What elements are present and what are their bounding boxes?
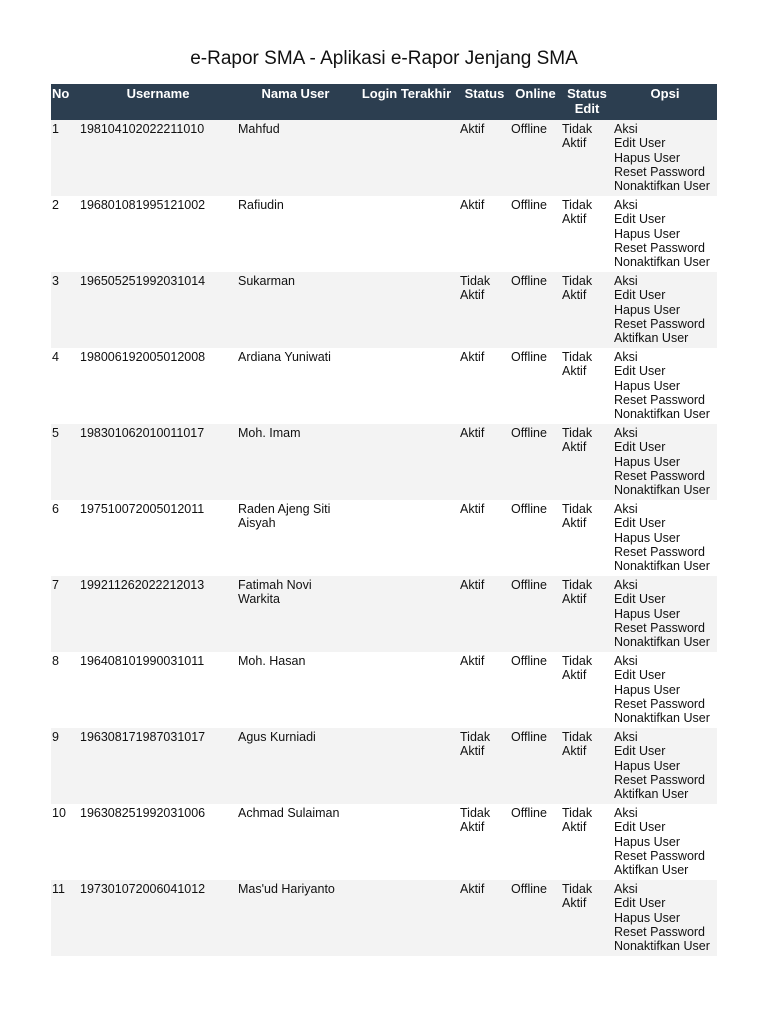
cell-status: Tidak Aktif	[459, 272, 510, 348]
cell-nama-user: Achmad Sulaiman	[237, 804, 354, 880]
cell-online: Offline	[510, 196, 561, 272]
cell-no: 11	[51, 880, 79, 956]
opsi-toggle-user[interactable]: Nonaktifkan User	[614, 559, 710, 574]
opsi-aksi: Aksi	[614, 426, 638, 440]
cell-opsi	[613, 196, 717, 272]
table-body	[51, 120, 717, 956]
opsi-toggle-user[interactable]: Aktifkan User	[614, 787, 689, 802]
cell-opsi	[613, 120, 717, 196]
opsi-reset-password[interactable]: Reset Password	[614, 696, 706, 711]
cell-nama-user: Rafiudin	[237, 196, 354, 272]
cell-status: Tidak Aktif	[459, 728, 510, 804]
cell-username: 196505251992031014	[79, 272, 237, 348]
cell-status: Aktif	[459, 880, 510, 956]
cell-login-terakhir	[354, 880, 459, 956]
cell-online: Offline	[510, 576, 561, 652]
table-row	[51, 500, 717, 576]
cell-no: 10	[51, 804, 79, 880]
opsi-toggle-user[interactable]: Aktifkan User	[614, 863, 689, 878]
cell-username: 197301072006041012	[79, 880, 237, 956]
cell-online: Offline	[510, 424, 561, 500]
cell-login-terakhir	[354, 120, 459, 196]
cell-status-edit: Tidak Aktif	[561, 652, 613, 728]
cell-status: Aktif	[459, 196, 510, 272]
cell-username: 199211262022212013	[79, 576, 237, 652]
cell-opsi	[613, 424, 717, 500]
opsi-aksi: Aksi	[614, 350, 638, 364]
cell-status-edit: Tidak Aktif	[561, 120, 613, 196]
cell-no: 7	[51, 576, 79, 652]
opsi-edit-user[interactable]: Edit User	[614, 440, 666, 455]
opsi-hapus-user[interactable]: Hapus User	[614, 150, 680, 165]
opsi-edit-user[interactable]: Edit User	[614, 744, 666, 759]
cell-username: 198301062010011017	[79, 424, 237, 500]
opsi-hapus-user[interactable]: Hapus User	[614, 758, 680, 773]
cell-online: Offline	[510, 804, 561, 880]
opsi-toggle-user[interactable]: Aktifkan User	[614, 331, 689, 346]
cell-online: Offline	[510, 500, 561, 576]
opsi-reset-password[interactable]: Reset Password	[614, 544, 706, 559]
opsi-hapus-user[interactable]: Hapus User	[614, 378, 680, 393]
cell-opsi	[613, 652, 717, 728]
header-username[interactable]: Username	[79, 84, 237, 120]
opsi-edit-user[interactable]: Edit User	[614, 516, 666, 531]
page-title: e-Rapor SMA - Aplikasi e-Rapor Jenjang SMA	[190, 48, 578, 69]
opsi-edit-user[interactable]: Edit User	[614, 896, 666, 911]
opsi-hapus-user[interactable]: Hapus User	[614, 530, 680, 545]
opsi-reset-password[interactable]: Reset Password	[614, 392, 706, 407]
cell-no: 6	[51, 500, 79, 576]
cell-nama-user: Moh. Hasan	[237, 652, 354, 728]
table-row	[51, 120, 717, 196]
opsi-reset-password[interactable]: Reset Password	[614, 316, 706, 331]
header-no[interactable]: No	[51, 84, 79, 120]
cell-online: Offline	[510, 880, 561, 956]
header-status[interactable]: Status	[459, 84, 510, 120]
cell-login-terakhir	[354, 804, 459, 880]
opsi-reset-password[interactable]: Reset Password	[614, 848, 706, 863]
opsi-toggle-user[interactable]: Nonaktifkan User	[614, 255, 710, 270]
cell-opsi	[613, 348, 717, 424]
cell-login-terakhir	[354, 576, 459, 652]
cell-nama-user: Mahfud	[237, 120, 354, 196]
cell-online: Offline	[510, 120, 561, 196]
users-table	[51, 84, 717, 956]
table-row	[51, 804, 717, 880]
table-row	[51, 576, 717, 652]
cell-no: 4	[51, 348, 79, 424]
cell-nama-user: Raden Ajeng Siti Aisyah	[237, 500, 354, 576]
table-row	[51, 652, 717, 728]
cell-no: 9	[51, 728, 79, 804]
opsi-aksi: Aksi	[614, 198, 638, 212]
opsi-reset-password[interactable]: Reset Password	[614, 620, 706, 635]
header-nama-user[interactable]: Nama User	[237, 84, 354, 120]
table-row	[51, 272, 717, 348]
opsi-aksi: Aksi	[614, 122, 638, 136]
opsi-aksi: Aksi	[614, 274, 638, 288]
table-row	[51, 728, 717, 804]
opsi-edit-user[interactable]: Edit User	[614, 288, 666, 303]
cell-opsi	[613, 272, 717, 348]
table-row	[51, 348, 717, 424]
cell-username: 196308251992031006	[79, 804, 237, 880]
cell-online: Offline	[510, 652, 561, 728]
opsi-hapus-user[interactable]: Hapus User	[614, 606, 680, 621]
cell-login-terakhir	[354, 728, 459, 804]
cell-no: 8	[51, 652, 79, 728]
cell-username: 196801081995121002	[79, 196, 237, 272]
cell-status-edit: Tidak Aktif	[561, 500, 613, 576]
cell-status: Aktif	[459, 348, 510, 424]
cell-opsi	[613, 728, 717, 804]
cell-opsi	[613, 500, 717, 576]
opsi-aksi: Aksi	[614, 882, 638, 896]
opsi-edit-user[interactable]: Edit User	[614, 212, 666, 227]
table-row	[51, 880, 717, 956]
cell-status: Aktif	[459, 652, 510, 728]
opsi-reset-password[interactable]: Reset Password	[614, 240, 706, 255]
opsi-edit-user[interactable]: Edit User	[614, 668, 666, 683]
cell-username: 196408101990031011	[79, 652, 237, 728]
cell-status: Aktif	[459, 424, 510, 500]
opsi-aksi: Aksi	[614, 654, 638, 668]
cell-nama-user: Agus Kurniadi	[237, 728, 354, 804]
opsi-toggle-user[interactable]: Nonaktifkan User	[614, 939, 710, 954]
cell-login-terakhir	[354, 652, 459, 728]
cell-nama-user: Moh. Imam	[237, 424, 354, 500]
cell-opsi	[613, 804, 717, 880]
cell-username: 198104102022211010	[79, 120, 237, 196]
cell-nama-user: Ardiana Yuniwati	[237, 348, 354, 424]
cell-status-edit: Tidak Aktif	[561, 728, 613, 804]
cell-no: 3	[51, 272, 79, 348]
cell-login-terakhir	[354, 196, 459, 272]
header-opsi: Opsi	[613, 84, 717, 120]
opsi-edit-user[interactable]: Edit User	[614, 820, 666, 835]
opsi-hapus-user[interactable]: Hapus User	[614, 454, 680, 469]
opsi-hapus-user[interactable]: Hapus User	[614, 910, 680, 925]
opsi-toggle-user[interactable]: Nonaktifkan User	[614, 711, 710, 726]
cell-username: 198006192005012008	[79, 348, 237, 424]
header-online[interactable]: Online	[510, 84, 561, 120]
opsi-aksi: Aksi	[614, 730, 638, 744]
cell-login-terakhir	[354, 272, 459, 348]
cell-nama-user: Fatimah Novi Warkita	[237, 576, 354, 652]
opsi-toggle-user[interactable]: Nonaktifkan User	[614, 483, 710, 498]
cell-status: Tidak Aktif	[459, 804, 510, 880]
cell-status: Aktif	[459, 576, 510, 652]
cell-status: Aktif	[459, 500, 510, 576]
header-login-terakhir[interactable]: Login Terakhir	[354, 84, 459, 120]
cell-opsi	[613, 576, 717, 652]
cell-nama-user: Sukarman	[237, 272, 354, 348]
cell-login-terakhir	[354, 500, 459, 576]
cell-login-terakhir	[354, 424, 459, 500]
opsi-toggle-user[interactable]: Nonaktifkan User	[614, 407, 710, 422]
opsi-reset-password[interactable]: Reset Password	[614, 924, 706, 939]
cell-status-edit: Tidak Aktif	[561, 196, 613, 272]
cell-login-terakhir	[354, 348, 459, 424]
opsi-toggle-user[interactable]: Nonaktifkan User	[614, 635, 710, 650]
opsi-hapus-user[interactable]: Hapus User	[614, 682, 680, 697]
cell-username: 197510072005012011	[79, 500, 237, 576]
table-row	[51, 196, 717, 272]
cell-no: 5	[51, 424, 79, 500]
cell-no: 2	[51, 196, 79, 272]
cell-online: Offline	[510, 348, 561, 424]
opsi-hapus-user[interactable]: Hapus User	[614, 834, 680, 849]
cell-opsi	[613, 880, 717, 956]
opsi-edit-user[interactable]: Edit User	[614, 592, 666, 607]
header-status-edit[interactable]: Status Edit	[561, 84, 613, 120]
opsi-edit-user[interactable]: Edit User	[614, 136, 666, 151]
cell-online: Offline	[510, 728, 561, 804]
opsi-reset-password[interactable]: Reset Password	[614, 164, 706, 179]
cell-nama-user: Mas'ud Hariyanto	[237, 880, 354, 956]
opsi-hapus-user[interactable]: Hapus User	[614, 302, 680, 317]
cell-no: 1	[51, 120, 79, 196]
opsi-reset-password[interactable]: Reset Password	[614, 468, 706, 483]
cell-status-edit: Tidak Aktif	[561, 804, 613, 880]
cell-status-edit: Tidak Aktif	[561, 424, 613, 500]
opsi-edit-user[interactable]: Edit User	[614, 364, 666, 379]
opsi-hapus-user[interactable]: Hapus User	[614, 226, 680, 241]
cell-username: 196308171987031017	[79, 728, 237, 804]
cell-status-edit: Tidak Aktif	[561, 880, 613, 956]
cell-online: Offline	[510, 272, 561, 348]
cell-status-edit: Tidak Aktif	[561, 272, 613, 348]
cell-status-edit: Tidak Aktif	[561, 348, 613, 424]
table-row	[51, 424, 717, 500]
cell-status: Aktif	[459, 120, 510, 196]
opsi-toggle-user[interactable]: Nonaktifkan User	[614, 179, 710, 194]
opsi-aksi: Aksi	[614, 578, 638, 592]
opsi-aksi: Aksi	[614, 806, 638, 820]
table-header-row	[51, 84, 717, 120]
opsi-reset-password[interactable]: Reset Password	[614, 772, 706, 787]
opsi-aksi: Aksi	[614, 502, 638, 516]
cell-status-edit: Tidak Aktif	[561, 576, 613, 652]
